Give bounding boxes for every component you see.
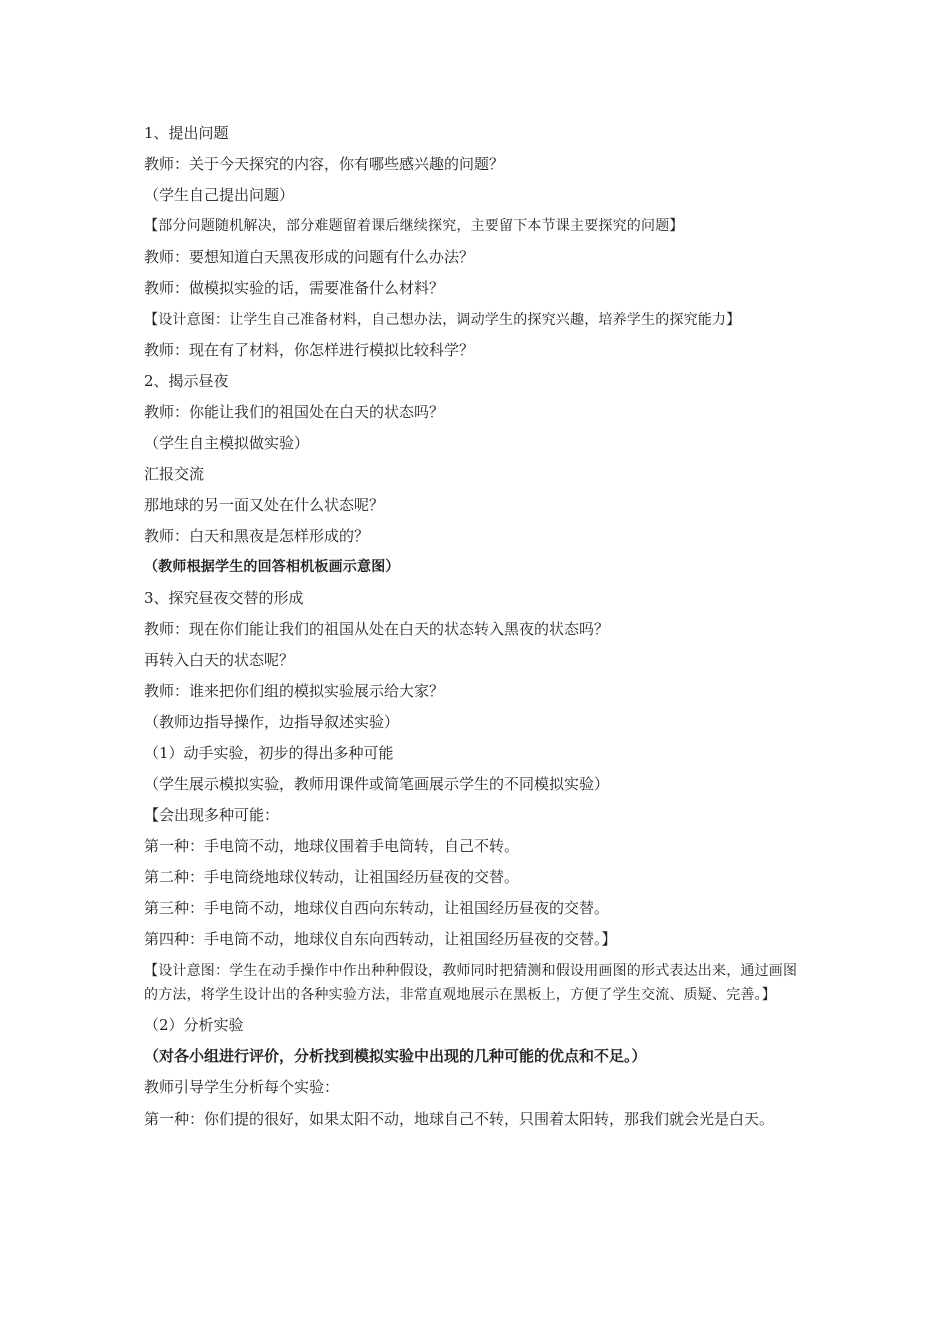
subsection-heading: （1）动手实验，初步的得出多种可能 xyxy=(144,744,394,762)
bold-note-line: （教师根据学生的回答相机板画示意图） xyxy=(144,559,400,575)
bold-note-line: （对各小组进行评价，分析找到模拟实验中出现的几种可能的优点和不足。） xyxy=(144,1047,647,1065)
document-body xyxy=(144,118,806,1134)
text-line: 汇报交流 xyxy=(144,465,205,483)
text-line: 教师：关于今天探究的内容，你有哪些感兴趣的问题？ xyxy=(144,155,505,173)
text-paragraph: 第一种：你们提的很好，如果太阳不动，地球自己不转，只围着太阳转，那我们就会光是白天。 xyxy=(144,1110,775,1128)
text-line: 再转入白天的状态呢？ xyxy=(144,651,295,669)
list-item: 第二种：手电筒绕地球仪转动，让祖国经历昼夜的交替。 xyxy=(144,868,520,886)
section-heading-1: 1、提出问题 xyxy=(144,124,229,142)
text-line: 教师：现在你们能让我们的祖国从处在白天的状态转入黑夜的状态吗？ xyxy=(144,620,610,638)
design-intent-note: 【设计意图：学生在动手操作中作出种种假设，教师同时把猜测和假设用画图的形式表达出来，通过画图的方法，将学生设计出的各种实验方法，非常直观地展示在黑板上，方便了学生交流、质疑、完善。】 xyxy=(144,963,798,1003)
subsection-heading: （2）分析实验 xyxy=(144,1016,244,1034)
list-item: 第一种：手电筒不动，地球仪围着手电筒转，自己不转。 xyxy=(144,837,520,855)
text-line: 教师：谁来把你们组的模拟实验展示给大家？ xyxy=(144,682,445,700)
text-line: （教师边指导操作，边指导叙述实验） xyxy=(144,713,400,731)
text-line: 教师：要想知道白天黑夜形成的问题有什么办法？ xyxy=(144,248,475,266)
text-line: （学生自主模拟做实验） xyxy=(144,434,310,452)
section-heading-2: 2、揭示昼夜 xyxy=(144,372,229,390)
list-item: 第四种：手电筒不动，地球仪自东向西转动，让祖国经历昼夜的交替。】 xyxy=(144,930,617,948)
section-heading-3: 3、探究昼夜交替的形成 xyxy=(144,589,304,607)
design-intent-note: 【设计意图：让学生自己准备材料，自己想办法，调动学生的探究兴趣，培养学生的探究能力】 xyxy=(144,312,741,328)
text-line: 教师：你能让我们的祖国处在白天的状态吗？ xyxy=(144,403,445,421)
list-item: 第三种：手电筒不动，地球仪自西向东转动，让祖国经历昼夜的交替。 xyxy=(144,899,610,917)
text-line: 教师：现在有了材料，你怎样进行模拟比较科学？ xyxy=(144,341,475,359)
text-line: 那地球的另一面又处在什么状态呢？ xyxy=(144,496,385,514)
note-line: 【部分问题随机解决，部分难题留着课后继续探究，主要留下本节课主要探究的问题】 xyxy=(144,218,684,234)
text-line: 【会出现多种可能： xyxy=(144,806,280,824)
text-line: （学生展示模拟实验，教师用课件或简笔画展示学生的不同模拟实验） xyxy=(144,775,610,793)
text-line: （学生自己提出问题） xyxy=(144,186,295,204)
text-line: 教师：白天和黑夜是怎样形成的？ xyxy=(144,527,370,545)
text-line: 教师引导学生分析每个实验： xyxy=(144,1078,340,1096)
text-line: 教师：做模拟实验的话，需要准备什么材料？ xyxy=(144,279,445,297)
